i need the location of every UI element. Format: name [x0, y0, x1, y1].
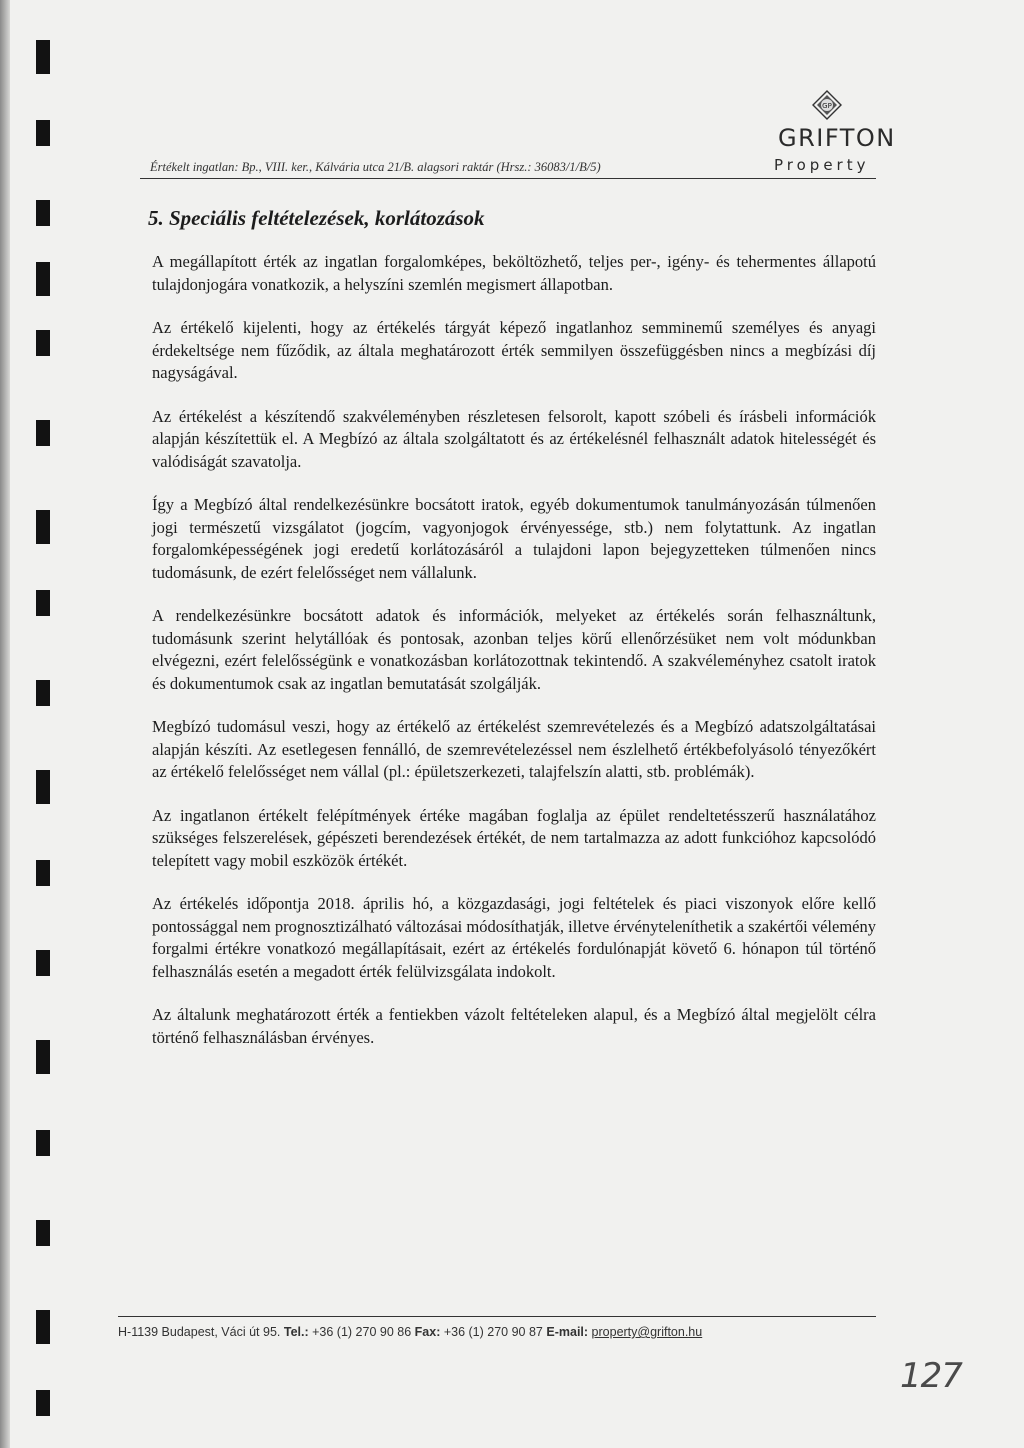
footer-tel-label: Tel.: — [283, 1325, 309, 1339]
footer-contact — [118, 1325, 876, 1339]
paragraph: A megállapított érték az ingatlan forgalomképes, beköltözhető, teljes per-, igény- és tehermentes állapotú tulajdonjogára vonatkozik, a helyszíni szemlén megismert állapotban. — [152, 252, 876, 294]
page-footer — [118, 1316, 876, 1339]
binding-mark — [36, 1130, 50, 1156]
section-title: 5. Speciális feltételezések, korlátozások — [148, 206, 485, 230]
binding-mark — [36, 770, 50, 804]
logo-brand: GRIFTON — [778, 124, 896, 152]
scan-edge-shadow — [0, 0, 10, 1448]
page-header — [140, 90, 896, 182]
binding-mark — [36, 40, 50, 74]
footer-fax: +36 (1) 270 90 87 — [443, 1325, 543, 1339]
footer-email-link[interactable]: property@grifton.hu — [591, 1325, 703, 1339]
logo-subtitle: Property — [774, 156, 870, 174]
footer-address: H-1139 Budapest, Váci út 95. — [118, 1325, 281, 1339]
footer-tel: +36 (1) 270 90 86 — [312, 1325, 412, 1339]
header-subject: Értékelt ingatlan: Bp., VIII. ker., Kálvária utca 21/B. alagsori raktár (Hrsz.: 36083/1/B/5) — [150, 160, 601, 174]
paragraph: Az általunk meghatározott érték a fentiekben vázolt feltételeken alapul, és a Megbízó által megjelölt célra történő felhasználásban érvényes. — [152, 1005, 876, 1047]
binding-mark — [36, 590, 50, 616]
handwritten-page-number: 127 — [900, 1356, 962, 1396]
binding-mark — [36, 860, 50, 886]
binding-mark — [36, 950, 50, 976]
binding-mark — [36, 1310, 50, 1344]
footer-rule — [118, 1316, 876, 1317]
paragraph: Az értékelő kijelenti, hogy az értékelés tárgyát képező ingatlanhoz semminemű személyes és anyagi érdekeltsége nem fűződik, az általa meghatározott érték semmilyen összefüggésben nincs a megbízási díj nagyságával. — [152, 318, 876, 382]
binding-mark — [36, 680, 50, 706]
binding-mark — [36, 200, 50, 226]
footer-email-label: E-mail: — [546, 1325, 589, 1339]
paragraph: Az ingatlanon értékelt felépítmények értéke magában foglalja az épület rendeltetésszerű használatához szükséges felszerelések, gépészeti berendezések értékét, de nem tartalmazza az adott funkcióhoz kapcsolódó telepített vagy mobil eszközök értékét. — [152, 805, 876, 870]
grifton-logo — [726, 90, 896, 182]
paragraph: Az értékelés időpontja 2018. április hó, a közgazdasági, jogi feltételek és piaci viszonyok előre kellő pontossággal nem prognosztizálható változásai módosíthatják, illetve érvényteleníthetik a szakértői vélemény forgalmi értékre vonatkozó megállapításait, ezért az értékelés fordulónapját követő 6. hónapon túl történő felhasználás esetén a megadott érték felülvizsgálata indokolt. — [152, 894, 876, 981]
emblem-letters: GP — [822, 102, 832, 110]
paragraph: Így a Megbízó által rendelkezésünkre bocsátott iratok, egyéb dokumentumok tanulmányozásán túlmenően jogi természetű vizsgálatot (jogcím, vagyonjogok érvényessége, stb.) nem folytattunk. Az ingatlan forgalomképességének jogi eredetű korlátozásáról a tulajdoni lapon bejegyzetteken túlmenően nincs tudomásunk, de ezért felelősséget nem vállalunk. — [152, 495, 876, 582]
header-rule — [140, 178, 876, 179]
binding-mark — [36, 1390, 50, 1416]
footer-fax-label: Fax: — [414, 1325, 441, 1339]
binding-mark — [36, 330, 50, 356]
paragraph: Megbízó tudomásul veszi, hogy az értékelő az értékelést szemrevételezés és a Megbízó adatszolgáltatásai alapján készíti. Az esetlegesen fennálló, de szemrevételezéssel nem észlelhető értékbefolyásoló tényezőkért az értékelő felelősséget nem vállal (pl.: épületszerkezeti, talajfelszín alatti, stb. problémák). — [152, 717, 876, 781]
binding-mark — [36, 510, 50, 544]
binding-mark — [36, 262, 50, 296]
binding-mark — [36, 120, 50, 146]
main-content — [148, 206, 876, 1070]
paragraph: A rendelkezésünkre bocsátott adatok és információk, melyeket az értékelés során felhasználtunk, tudomásunk szerint helytállóak és pontosak, azonban teljes körű ellenőrzésüket nem volt módunkban elvégezni, ezért felelősségünk e vonatkozásban korlátozottnak tekintendő. A szakvéleményhez csatolt iratok és dokumentumok csak az ingatlan bemutatását szolgálják. — [152, 606, 876, 693]
binding-mark — [36, 1040, 50, 1074]
binding-mark — [36, 420, 50, 446]
paragraph: Az értékelést a készítendő szakvéleményben részletesen felsorolt, kapott szóbeli és írásbeli információk alapján készítettük el. A Megbízó az általa szolgáltatott és az értékelésnél felhasznált adatok hitelességét és valódiságát szavatolja. — [152, 406, 876, 471]
scan-binding-marks — [0, 0, 60, 1448]
diamond-emblem-icon — [812, 90, 842, 120]
binding-mark — [36, 1220, 50, 1246]
